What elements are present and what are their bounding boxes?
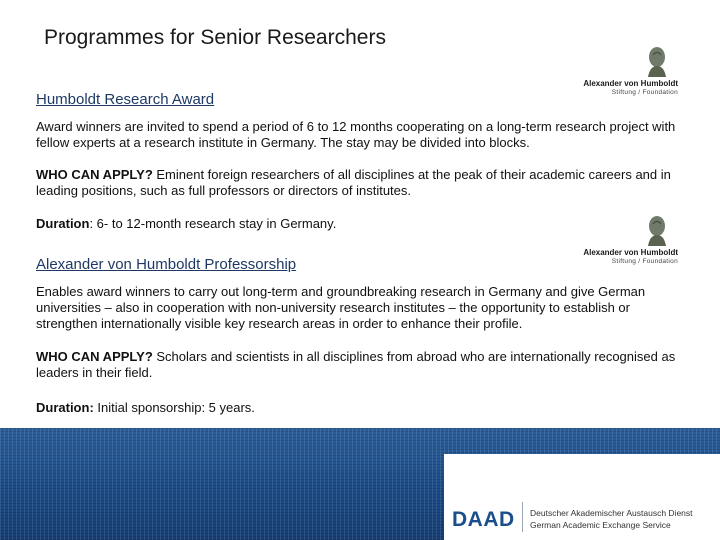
duration-label: Duration: xyxy=(36,400,94,415)
research-award-description: Award winners are invited to spend a period of 6 to 12 months cooperating on a long-term research project with fellow experts at a research institute in Germany. The stay may be divided into blocks. xyxy=(36,119,676,150)
duration-label: Duration xyxy=(36,216,90,231)
humboldt-logo xyxy=(568,215,678,267)
who-can-apply-text: Scholars and scientists in all disciplines from abroad who are internationally recognised as leaders in their field. xyxy=(36,349,676,380)
humboldt-logo xyxy=(568,46,678,98)
page-title: Programmes for Senior Researchers xyxy=(44,26,386,49)
daad-logo-word: DAAD xyxy=(452,508,515,531)
section-heading-professorship[interactable]: Alexander von Humboldt Professorship xyxy=(36,256,297,273)
professorship-description: Enables award winners to carry out long-term and groundbreaking research in Germany and give German universities – also in cooperation with non-university research institutes – the opportunity to establish or strengthen internationally visible key research areas in order to enhance their profile. xyxy=(36,284,646,331)
professorship-duration xyxy=(36,400,676,416)
daad-logo-divider xyxy=(522,502,523,532)
humboldt-bust-icon xyxy=(644,215,670,247)
who-can-apply-text: Eminent foreign researchers of all disciplines at the peak of their academic careers and in leading positions, such as full professors or directors of institutes. xyxy=(36,167,671,198)
daad-name-german: Deutscher Akademischer Austausch Dienst xyxy=(530,508,693,518)
who-can-apply-label: WHO CAN APPLY? xyxy=(36,349,153,364)
humboldt-logo-subtitle: Stiftung / Foundation xyxy=(611,89,678,96)
daad-name-english: German Academic Exchange Service xyxy=(530,520,671,530)
humboldt-logo-name: Alexander von Humboldt xyxy=(583,248,678,257)
research-award-eligibility xyxy=(36,167,676,199)
duration-text: : 6- to 12-month research stay in Germany. xyxy=(89,216,337,231)
humboldt-logo-name: Alexander von Humboldt xyxy=(583,79,678,88)
duration-text: Initial sponsorship: 5 years. xyxy=(93,400,255,415)
section-heading-research-award[interactable]: Humboldt Research Award xyxy=(36,91,215,108)
humboldt-logo-subtitle: Stiftung / Foundation xyxy=(611,258,678,265)
professorship-eligibility xyxy=(36,349,676,381)
who-can-apply-label: WHO CAN APPLY? xyxy=(36,167,153,182)
humboldt-bust-icon xyxy=(644,46,670,78)
